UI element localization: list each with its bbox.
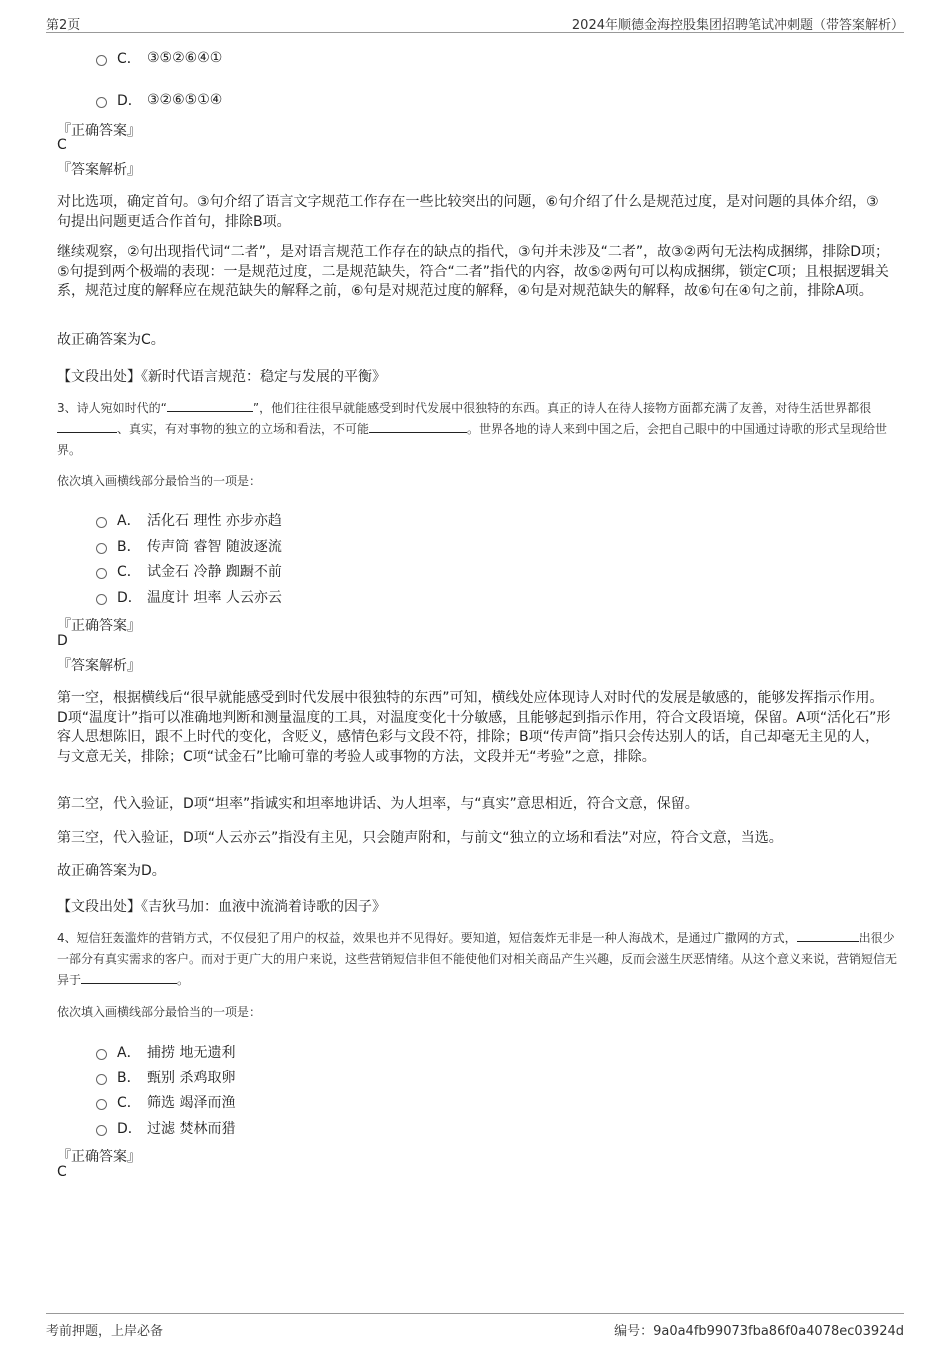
option-a[interactable]: A． 捕捞 地无遗利 — [96, 1042, 235, 1062]
radio-icon[interactable] — [96, 568, 107, 579]
analysis-conclusion: 故正确答案为D。 — [57, 863, 166, 879]
analysis-conclusion: 故正确答案为C。 — [57, 332, 165, 348]
answer-value: C — [57, 1164, 67, 1180]
blank — [797, 928, 859, 942]
page-number: 第2页 — [46, 18, 81, 33]
radio-icon[interactable] — [96, 543, 107, 554]
analysis-paragraph: 对比选项，确定首句。③句介绍了语言文字规范工作存在一些比较突出的问题，⑥句介绍了什么是规范过度，是对问题的具体介绍，③句提出问题更适合作首句，排除B项。 — [57, 194, 879, 230]
option-b[interactable]: B． 传声筒 睿智 随波逐流 — [96, 536, 282, 556]
radio-icon[interactable] — [96, 1074, 107, 1085]
question-prompt: 依次填入画横线部分最恰当的一项是： — [57, 1005, 262, 1019]
radio-icon[interactable] — [96, 55, 107, 66]
radio-icon[interactable] — [96, 97, 107, 108]
blank — [167, 398, 253, 412]
blank — [57, 419, 117, 433]
analysis-paragraph: 第二空，代入验证，D项“坦率”指诚实和坦率地讲话、为人坦率，与“真实”意思相近，符合文意，保留。 — [57, 796, 699, 812]
document-id: 编号：9a0a4fb99073fba86f0a4078ec03924d — [614, 1324, 904, 1339]
page-header — [46, 12, 904, 33]
option-c[interactable]: C． 筛选 竭泽而渔 — [96, 1092, 235, 1112]
answer-value: D — [57, 633, 68, 649]
analysis-paragraph: 继续观察，②句出现指代词“二者”，是对语言规范工作存在的缺点的指代，③句并未涉及“二者”，故③②两句无法构成捆绑，排除D项；⑤句提到两个极端的表现：一是规范过度，二是规范缺失，符合“二者”指代的内容，故⑤②两句可以构成捆绑，锁定C项；且根据逻辑关系，规范过度的解释应在规范缺失的解释之前，⑥句是对规范过度的解释，④句是对规范缺失的解释，故⑥句在④句之前，排除A项。 — [57, 244, 889, 299]
analysis-label: 『答案解析』 — [57, 162, 141, 178]
option-c[interactable]: C． 试金石 冷静 踟蹰不前 — [96, 561, 282, 581]
page-footer — [46, 1313, 904, 1339]
analysis-paragraph: 第三空，代入验证，D项“人云亦云”指没有主见，只会随声附和，与前文“独立的立场和看法”对应，符合文意，当选。 — [57, 830, 783, 846]
question-prompt: 依次填入画横线部分最恰当的一项是： — [57, 474, 262, 488]
radio-icon[interactable] — [96, 594, 107, 605]
radio-icon[interactable] — [96, 1099, 107, 1110]
option-b[interactable]: B． 甄别 杀鸡取卵 — [96, 1067, 235, 1087]
option-d[interactable]: D． ③②⑥⑤①④ — [96, 90, 222, 110]
option-c[interactable]: C． ③⑤②⑥④① — [96, 48, 222, 68]
answer-label: 『正确答案』 — [57, 1149, 141, 1165]
footer-slogan: 考前押题，上岸必备 — [46, 1324, 164, 1339]
document-title: 2024年顺德金海控股集团招聘笔试冲刺题（带答案解析） — [571, 18, 904, 33]
source-citation: 【文段出处】《新时代语言规范：稳定与发展的平衡》 — [57, 369, 386, 385]
source-citation: 【文段出处】《吉狄马加：血液中流淌着诗歌的因子》 — [57, 899, 386, 915]
option-a[interactable]: A． 活化石 理性 亦步亦趋 — [96, 510, 282, 530]
option-d[interactable]: D． 过滤 焚林而猎 — [96, 1118, 235, 1138]
blank — [81, 970, 177, 984]
answer-label: 『正确答案』 — [57, 618, 141, 634]
question-stem: 3、诗人宛如时代的“ ”，他们往往很早就能感受到时代发展中很独特的东西。真正的诗人在待人接物方面都充满了友善，对待生活世界都很、真实，有对事物的独立的立场和看法，不可能 。世界各地的诗人来到中国之后，会把自己眼中的中国通过诗歌的形式呈现给世界。 — [57, 398, 897, 461]
option-d[interactable]: D． 温度计 坦率 人云亦云 — [96, 587, 282, 607]
analysis-paragraph: 第一空，根据横线后“很早就能感受到时代发展中很独特的东西”可知，横线处应体现诗人对时代的发展是敏感的，能够发挥指示作用。D项“温度计”指可以准确地判断和测量温度的工具，对温度变化十分敏感，且能够起到指示作用，符合文段语境，保留。A项“活化石”形容人思想陈旧，跟不上时代的变化，含贬义，感情色彩与文段不符，排除；B项“传声筒”指只会传达别人的话，自己却毫无主见的人，与文意无关，排除；C项“试金石”比喻可靠的考验人或事物的方法，文段并无“考验”之意，排除。 — [57, 690, 891, 765]
radio-icon[interactable] — [96, 1125, 107, 1136]
radio-icon[interactable] — [96, 1049, 107, 1060]
question-stem: 4、短信狂轰滥炸的营销方式，不仅侵犯了用户的权益，效果也并不见得好。要知道，短信轰炸无非是一种人海战术，是通过广撒网的方式， 出很少一部分有真实需求的客户。而对于更广大的用户来说，这些营销短信非但不能使他们对相关商品产生兴趣，反而会滋生厌恶情绪。从这个意义来说，营销短信无异于 。 — [57, 928, 897, 991]
radio-icon[interactable] — [96, 517, 107, 528]
analysis-label: 『答案解析』 — [57, 658, 141, 674]
blank — [369, 419, 467, 433]
answer-label: 『正确答案』 — [57, 123, 141, 139]
answer-value: C — [57, 137, 67, 153]
